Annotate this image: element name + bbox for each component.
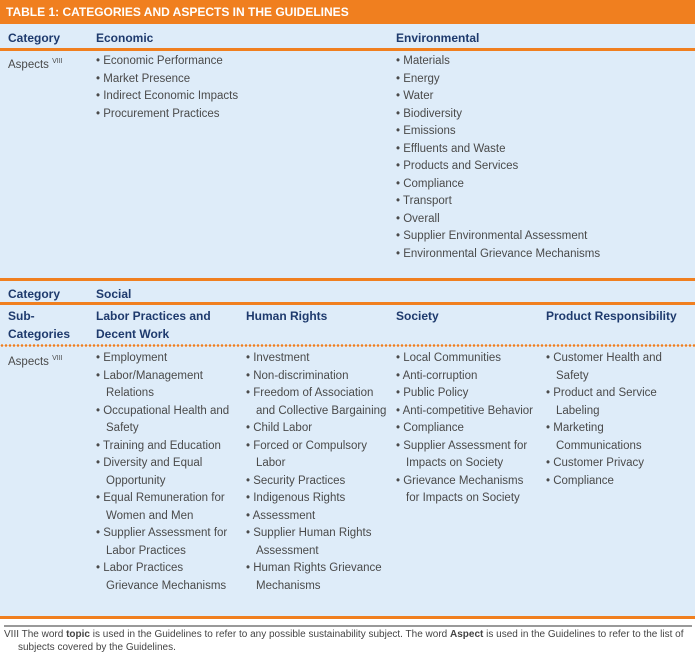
list-item: • Supplier Assessment for Labor Practices bbox=[96, 525, 238, 560]
list-item: • Labor/Management Relations bbox=[96, 368, 238, 403]
list-item: • Market Presence bbox=[96, 71, 386, 89]
list-item: • Anti-corruption bbox=[396, 368, 538, 386]
list-item: • Indirect Economic Impacts bbox=[96, 88, 386, 106]
aspects-text: Aspects bbox=[8, 355, 49, 368]
list-item: • Compliance bbox=[396, 420, 538, 438]
list-item: • Indigenous Rights bbox=[246, 490, 388, 508]
list-item: • Products and Services bbox=[396, 158, 686, 176]
list-item: • Training and Education bbox=[96, 438, 238, 456]
aspects-label bbox=[8, 350, 63, 371]
list-item: • Grievance Mechanisms for Impacts on Society bbox=[396, 473, 538, 508]
list-item: • Supplier Human Rights Assessment bbox=[246, 525, 388, 560]
list-item: • Water bbox=[396, 88, 686, 106]
list-item: • Non-discrimination bbox=[246, 368, 388, 386]
footnote-bold: topic bbox=[66, 629, 90, 640]
footnote bbox=[4, 628, 695, 654]
labor-list bbox=[96, 350, 238, 595]
list-item: • Compliance bbox=[546, 473, 688, 491]
environmental-list bbox=[396, 53, 686, 263]
list-item: • Assessment bbox=[246, 508, 388, 526]
list-item: • Materials bbox=[396, 53, 686, 71]
footnote-text: is used in the Guidelines to refer to any possible sustainability subject. The word bbox=[89, 629, 450, 640]
footnote-text: is used in the Guidelines to refer to the list of subjects covered by the Guidelines. bbox=[18, 629, 684, 653]
product-list bbox=[546, 350, 688, 490]
economic-list bbox=[96, 53, 386, 123]
list-item: • Product and Service Labeling bbox=[546, 385, 688, 420]
human-rights-list bbox=[246, 350, 388, 595]
divider bbox=[0, 302, 695, 305]
footnote-bold: Aspect bbox=[450, 629, 484, 640]
subcategories-label: Sub-Categories bbox=[8, 309, 71, 341]
list-item: • Overall bbox=[396, 211, 686, 229]
list-item: • Energy bbox=[396, 71, 686, 89]
list-item: • Transport bbox=[396, 193, 686, 211]
divider bbox=[0, 48, 695, 51]
environmental-header: Environmental bbox=[396, 31, 480, 45]
list-item: • Anti-competitive Behavior bbox=[396, 403, 538, 421]
list-item: • Local Communities bbox=[396, 350, 538, 368]
list-item: • Occupational Health and Safety bbox=[96, 403, 238, 438]
list-item: • Investment bbox=[246, 350, 388, 368]
dotted-divider bbox=[0, 344, 695, 347]
list-item: • Emissions bbox=[396, 123, 686, 141]
list-item: • Supplier Environmental Assessment bbox=[396, 228, 686, 246]
category-label: Category bbox=[8, 287, 61, 301]
list-item: • Customer Privacy bbox=[546, 455, 688, 473]
list-item: • Biodiversity bbox=[396, 106, 686, 124]
aspects-label bbox=[8, 53, 63, 74]
subcategory-labor: Labor Practices and Decent Work bbox=[96, 309, 211, 341]
divider bbox=[0, 616, 695, 619]
list-item: • Public Policy bbox=[396, 385, 538, 403]
list-item: • Customer Health and Safety bbox=[546, 350, 688, 385]
social-header: Social bbox=[96, 287, 132, 301]
society-list bbox=[396, 350, 538, 508]
aspects-text: Aspects bbox=[8, 58, 49, 71]
list-item: • Security Practices bbox=[246, 473, 388, 491]
economic-header: Economic bbox=[96, 31, 154, 45]
list-item: • Forced or Compulsory Labor bbox=[246, 438, 388, 473]
list-item: • Freedom of Association and Collective Bargaining bbox=[246, 385, 388, 420]
footnote-rule bbox=[4, 625, 692, 627]
footnote-ref: VIII bbox=[52, 58, 63, 65]
list-item: • Procurement Practices bbox=[96, 106, 386, 124]
list-item: • Employment bbox=[96, 350, 238, 368]
list-item: • Effluents and Waste bbox=[396, 141, 686, 159]
list-item: • Equal Remuneration for Women and Men bbox=[96, 490, 238, 525]
subcategory-society: Society bbox=[396, 309, 439, 323]
list-item: • Child Labor bbox=[246, 420, 388, 438]
list-item: • Compliance bbox=[396, 176, 686, 194]
list-item: • Supplier Assessment for Impacts on Society bbox=[396, 438, 538, 473]
subcategory-human-rights: Human Rights bbox=[246, 309, 328, 323]
list-item: • Labor Practices Grievance Mechanisms bbox=[96, 560, 238, 595]
subcategory-product: Product Responsibility bbox=[546, 309, 677, 323]
category-label: Category bbox=[8, 31, 61, 45]
list-item: • Economic Performance bbox=[96, 53, 386, 71]
list-item: • Environmental Grievance Mechanisms bbox=[396, 246, 686, 264]
footnote-ref: VIII bbox=[52, 355, 63, 362]
list-item: • Marketing Communications bbox=[546, 420, 688, 455]
footnote-marker: VIII bbox=[4, 629, 20, 640]
footnote-text: The word bbox=[21, 629, 67, 640]
list-item: • Human Rights Grievance Mechanisms bbox=[246, 560, 388, 595]
table-title: TABLE 1: CATEGORIES AND ASPECTS IN THE GUIDELINES bbox=[0, 0, 695, 24]
list-item: • Diversity and Equal Opportunity bbox=[96, 455, 238, 490]
